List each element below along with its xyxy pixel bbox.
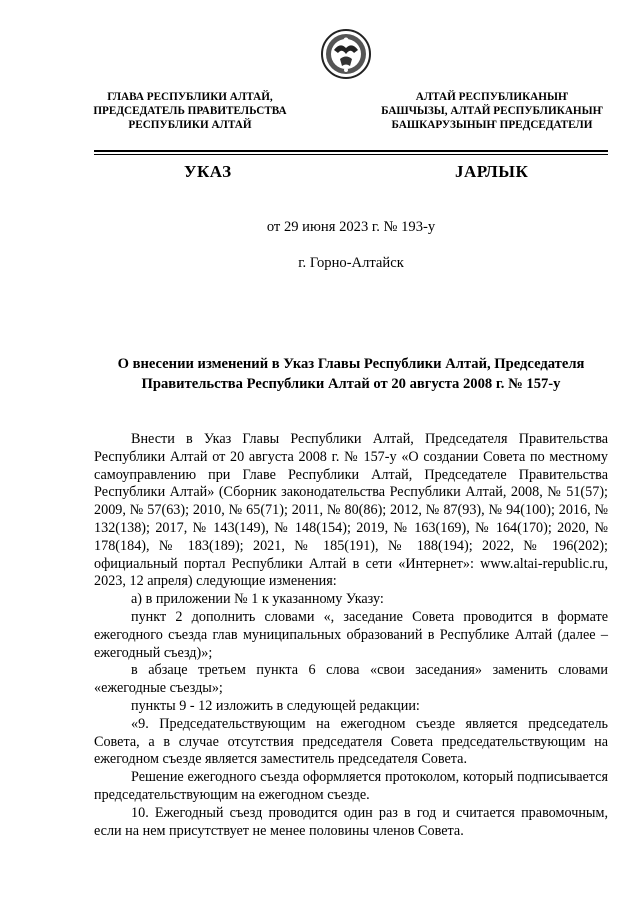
- header-left-line: ПРЕДСЕДАТЕЛЬ ПРАВИТЕЛЬСТВА: [93, 105, 287, 117]
- header-left-line: ГЛАВА РЕСПУБЛИКИ АЛТАЙ,: [107, 91, 273, 103]
- title-line: Правительства Республики Алтай от 20 августа 2008 г. № 157-у: [141, 376, 561, 392]
- body-paragraph: пункты 9 - 12 изложить в следующей редакции:: [131, 697, 420, 714]
- header-divider-thin: [94, 154, 608, 155]
- header-right: [362, 90, 622, 132]
- header-right-line: БАШКАРУЗЫНЫҤ ПРЕДСЕДАТЕЛИ: [391, 119, 593, 131]
- city: г. Горно-Алтайск: [298, 255, 404, 271]
- header-right-line: БАШЧЫЗЫ, АЛТАЙ РЕСПУБЛИКАНЫҤ: [381, 105, 603, 117]
- title-line: О внесении изменений в Указ Главы Республики Алтай, Председателя: [117, 356, 585, 372]
- document-body: [94, 431, 608, 840]
- body-paragraph: в абзаце третьем пункта 6 слова «свои заседания» заменить словами «ежегодные съезды»;: [94, 662, 608, 697]
- document-title: [94, 354, 608, 394]
- date-number: от 29 июня 2023 г. № 193-у: [266, 219, 436, 235]
- body-paragraph: «9. Председательствующим на ежегодном съезде является председатель Совета, а в случае отсутствия председателя Совета председательствующим на ежегодном съезде является заместитель председателя Совета.: [94, 715, 608, 768]
- header-divider-thick: [94, 150, 608, 152]
- header-left: [60, 90, 320, 132]
- body-paragraph: а) в приложении № 1 к указанному Указу:: [131, 591, 384, 608]
- body-paragraph: Внести в Указ Главы Республики Алтай, Председателя Правительства Республики Алтай от 20 августа 2008 г. № 157-у «О создании Совета по местному самоуправлению при Главе Республики Алтай, Председателе Правительства Республики Алтай» (Сборник законодательства Республики Алтай, 2008, № 51(57); 2009, № 57(63); 2010, № 65(71); 2011, № 80(86); 2012, № 87(93), № 94(100); 2016, № 132(138); 2017, № 143(149), № 148(154); 2019, № 163(169), № 164(170); 2020, № 178(184), № 183(189); 2021, № 185(191), № 188(194); 2022, № 196(202); официальный портал Республики Алтай в сети «Интернет»: www.altai-republic.ru, 2023, 12 апреля) следующие изменения:: [94, 431, 608, 590]
- header-left-line: РЕСПУБЛИКИ АЛТАЙ: [128, 119, 252, 131]
- body-paragraph: Решение ежегодного съезда оформляется протоколом, который подписывается председательствующим на ежегодном съезде.: [94, 769, 608, 803]
- body-paragraph: 10. Ежегодный съезд проводится один раз в год и считается правомочным, если на нем присутствует не менее половины членов Совета.: [94, 804, 608, 839]
- doc-type-russian: УКАЗ: [184, 162, 232, 181]
- doc-type-altai: ЈАРЛЫК: [455, 162, 529, 181]
- republic-emblem-icon: [320, 26, 372, 82]
- header-right-line: АЛТАЙ РЕСПУБЛИКАНЫҤ: [415, 91, 569, 103]
- body-paragraph: пункт 2 дополнить словами «, заседание Совета проводится в формате ежегодного съезда глав муниципальных образований в Республике Алтай (далее – ежегодный съезд)»;: [94, 608, 608, 661]
